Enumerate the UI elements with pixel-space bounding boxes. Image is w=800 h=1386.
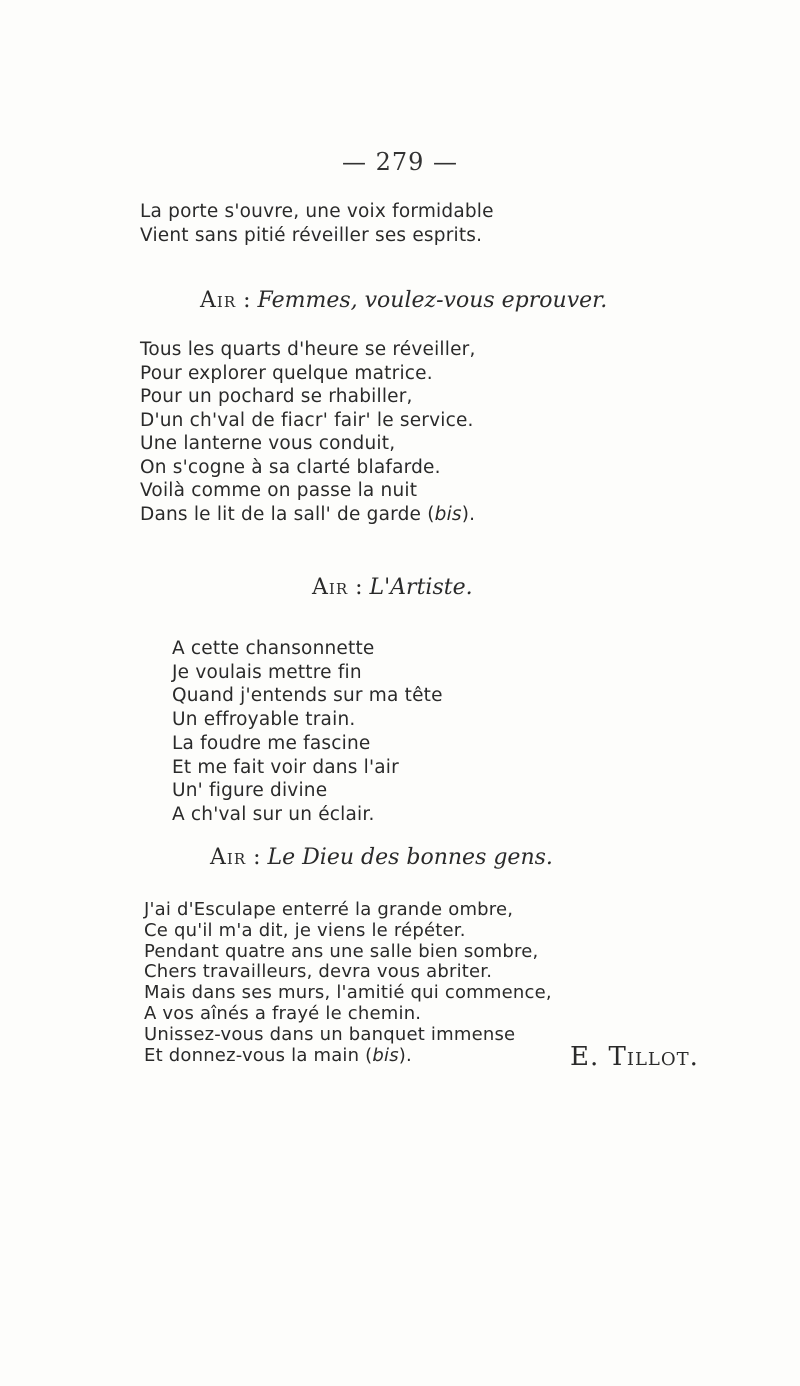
verse-line: Unissez-vous dans un banquet immense bbox=[144, 1023, 516, 1045]
air-heading-1 bbox=[200, 288, 607, 313]
air-separator: : bbox=[246, 845, 268, 870]
verse-line: Et me fait voir dans l'air bbox=[172, 756, 399, 778]
verse-line: Un effroyable train. bbox=[172, 709, 356, 731]
stanza-1 bbox=[140, 200, 800, 247]
verse-line: Un' figure divine bbox=[172, 780, 328, 802]
author-signature: E. Tillot. bbox=[570, 1042, 699, 1072]
verse-line: Chers travailleurs, devra vous abriter. bbox=[144, 961, 493, 983]
stanza-4 bbox=[144, 900, 800, 1066]
air-label: Air bbox=[200, 288, 237, 313]
air-title: Le Dieu des bonnes gens. bbox=[267, 845, 553, 870]
verse-line: A vos aînés a frayé le chemin. bbox=[144, 1002, 422, 1024]
air-heading-3 bbox=[210, 845, 553, 870]
verse-line: Mais dans ses murs, l'amitié qui commence, bbox=[144, 982, 552, 1004]
verse-line: Ce qu'il m'a dit, je viens le répéter. bbox=[144, 919, 466, 941]
verse-line: Tous les quarts d'heure se réveiller, bbox=[140, 339, 476, 360]
verse-line: Je voulais mettre fin bbox=[172, 661, 362, 683]
air-title: L'Artiste. bbox=[369, 575, 473, 600]
verse-text: Dans le lit de la sall' de garde ( bbox=[140, 503, 435, 525]
verse-line: Pendant quatre ans une salle bien sombre, bbox=[144, 940, 539, 962]
verse-line: On s'cogne à sa clarté blafarde. bbox=[140, 456, 441, 478]
verse-line: La porte s'ouvre, une voix formidable bbox=[140, 201, 494, 222]
verse-line: Une lanterne vous conduit, bbox=[140, 433, 396, 454]
verse-line-last bbox=[144, 1046, 800, 1067]
bis-marker: bis bbox=[434, 503, 462, 525]
verse-line: D'un ch'val de fiacr' fair' le service. bbox=[140, 409, 474, 431]
verse-text-end: ). bbox=[398, 1044, 412, 1066]
verse-line: Voilà comme on passe la nuit bbox=[140, 480, 418, 501]
verse-text: Et donnez-vous la main ( bbox=[144, 1044, 373, 1066]
air-label: Air bbox=[312, 575, 349, 600]
verse-line: J'ai d'Esculape enterré la grande ombre, bbox=[144, 899, 514, 920]
verse-line: Quand j'entends sur ma tête bbox=[172, 685, 443, 707]
air-heading-2 bbox=[312, 575, 473, 600]
stanza-2 bbox=[140, 338, 800, 526]
air-label: Air bbox=[210, 845, 247, 870]
air-separator: : bbox=[348, 575, 370, 600]
stanza-3 bbox=[172, 637, 800, 827]
verse-line: A cette chansonnette bbox=[172, 638, 375, 659]
verse-line: Vient sans pitié réveiller ses esprits. bbox=[140, 224, 483, 246]
air-title: Femmes, voulez-vous eprouver. bbox=[257, 288, 608, 313]
verse-line: A ch'val sur un éclair. bbox=[172, 803, 375, 825]
verse-line-last bbox=[140, 503, 800, 527]
air-separator: : bbox=[236, 288, 258, 313]
verse-line: Pour explorer quelque matrice. bbox=[140, 362, 433, 384]
verse-line: La foudre me fascine bbox=[172, 732, 371, 754]
verse-text-end: ). bbox=[461, 503, 476, 525]
bis-marker: bis bbox=[372, 1044, 399, 1066]
page-number: — 279 — bbox=[341, 148, 459, 176]
verse-line: Pour un pochard se rhabiller, bbox=[140, 386, 413, 407]
